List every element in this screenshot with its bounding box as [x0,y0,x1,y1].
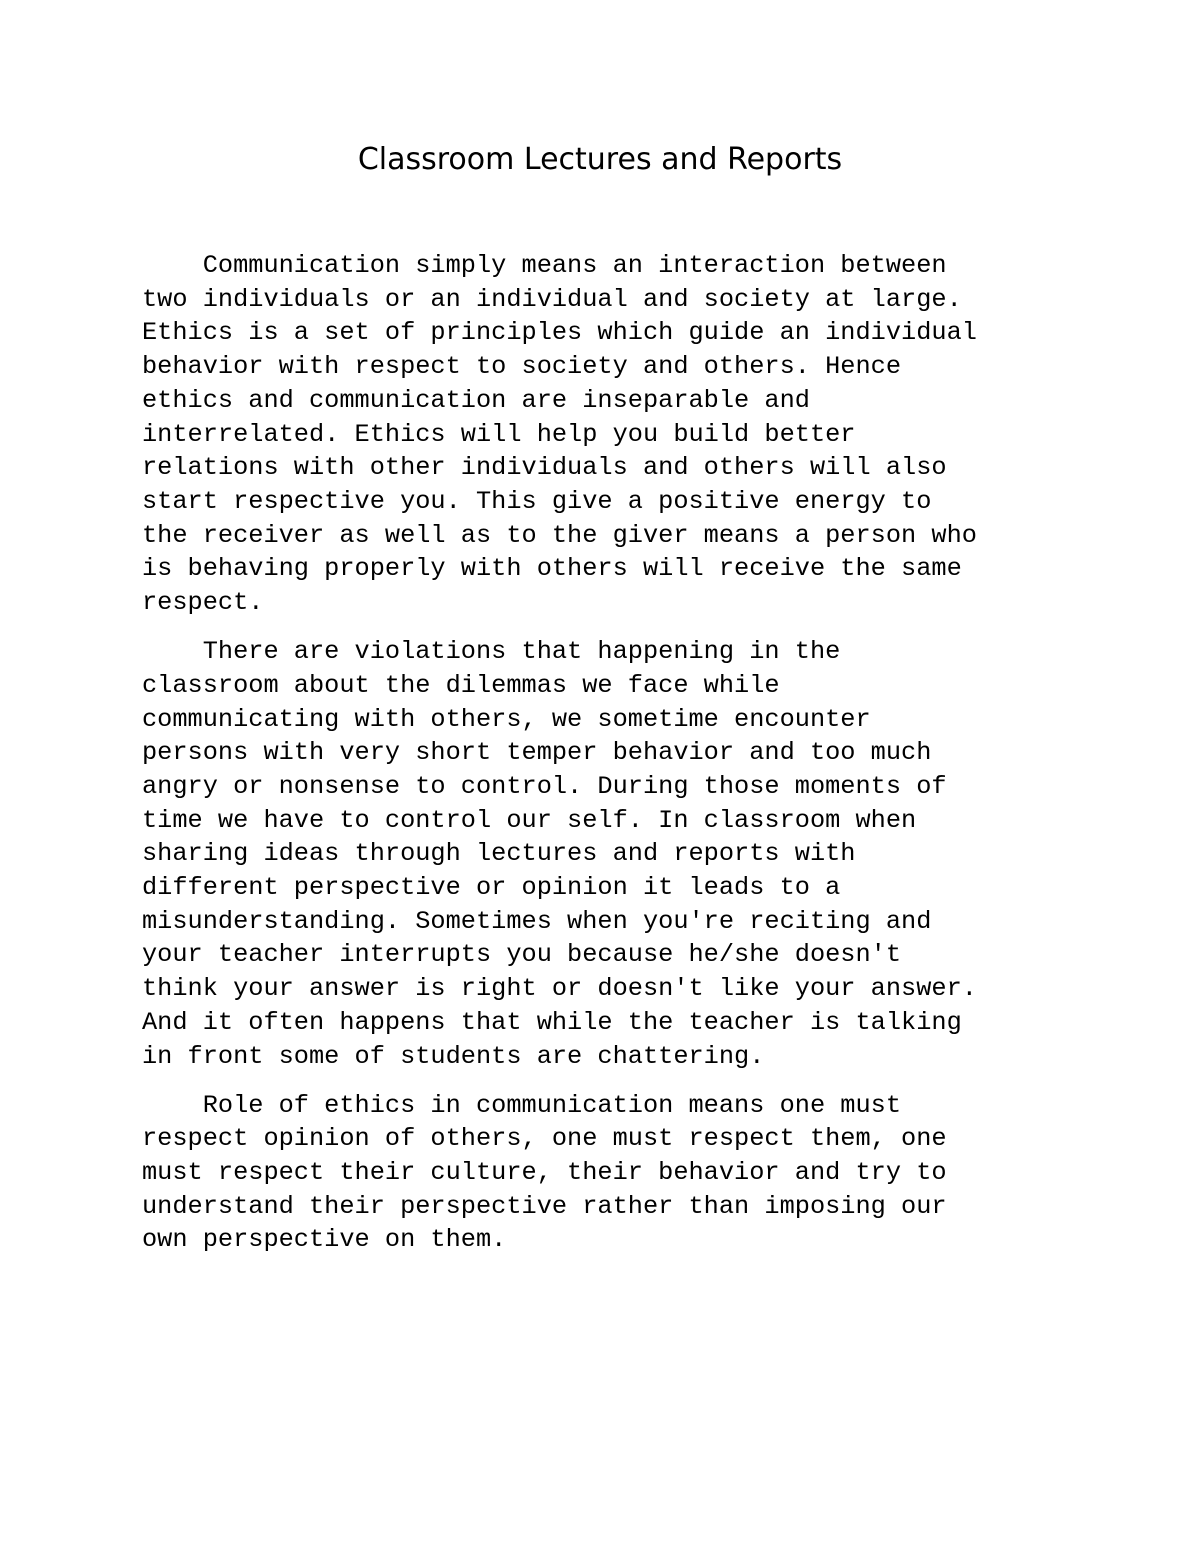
text-line: behavior with respect to society and others. Hence [142,352,902,382]
document-title: Classroom Lectures and Reports [357,142,843,177]
text-line: angry or nonsense to control. During those moments of [142,771,947,801]
text-line: Ethics is a set of principles which guide an individual [142,318,977,348]
text-line: respect opinion of others, one must respect them, one [142,1124,947,1154]
text-line: And it often happens that while the teacher is talking [142,1007,962,1037]
text-line: different perspective or opinion it leads to a [142,873,841,903]
text-line: Communication simply means an interaction between [142,251,947,280]
text-line: ethics and communication are inseparable and [142,385,810,415]
text-line: in front some of students are chattering. [142,1041,765,1071]
text-line: classroom about the dilemmas we face while [142,670,780,700]
text-line: think your answer is right or doesn't like your answer. [142,974,977,1004]
text-line: own perspective on them. [142,1225,507,1255]
document-body [142,249,1072,1273]
text-line: understand their perspective rather than imposing our [142,1191,947,1221]
text-line: misunderstanding. Sometimes when you're reciting and [142,906,932,936]
text-line: must respect their culture, their behavior and try to [142,1158,947,1188]
text-line: sharing ideas through lectures and reports with [142,839,856,869]
text-line: communicating with others, we sometime encounter [142,704,871,734]
text-line: There are violations that happening in the [142,637,841,667]
text-line: the receiver as well as to the giver means a person who [142,520,977,550]
text-line: respect. [142,588,264,618]
text-line: start respective you. This give a positive energy to [142,486,932,516]
text-line: relations with other individuals and others will also [142,453,947,483]
text-line: interrelated. Ethics will help you build better [142,419,856,449]
text-line: persons with very short temper behavior and too much [142,738,932,768]
paragraph-communication [142,249,1072,620]
text-line: time we have to control our self. In classroom when [142,805,917,835]
text-line: Role of ethics in communication means one must [142,1090,902,1120]
paragraph-violations [142,635,1072,1073]
paragraph-role-of-ethics [142,1089,1072,1258]
text-line: is behaving properly with others will receive the same [142,554,962,584]
text-line: your teacher interrupts you because he/she doesn't [142,940,902,970]
text-line: two individuals or an individual and society at large. [142,284,962,314]
